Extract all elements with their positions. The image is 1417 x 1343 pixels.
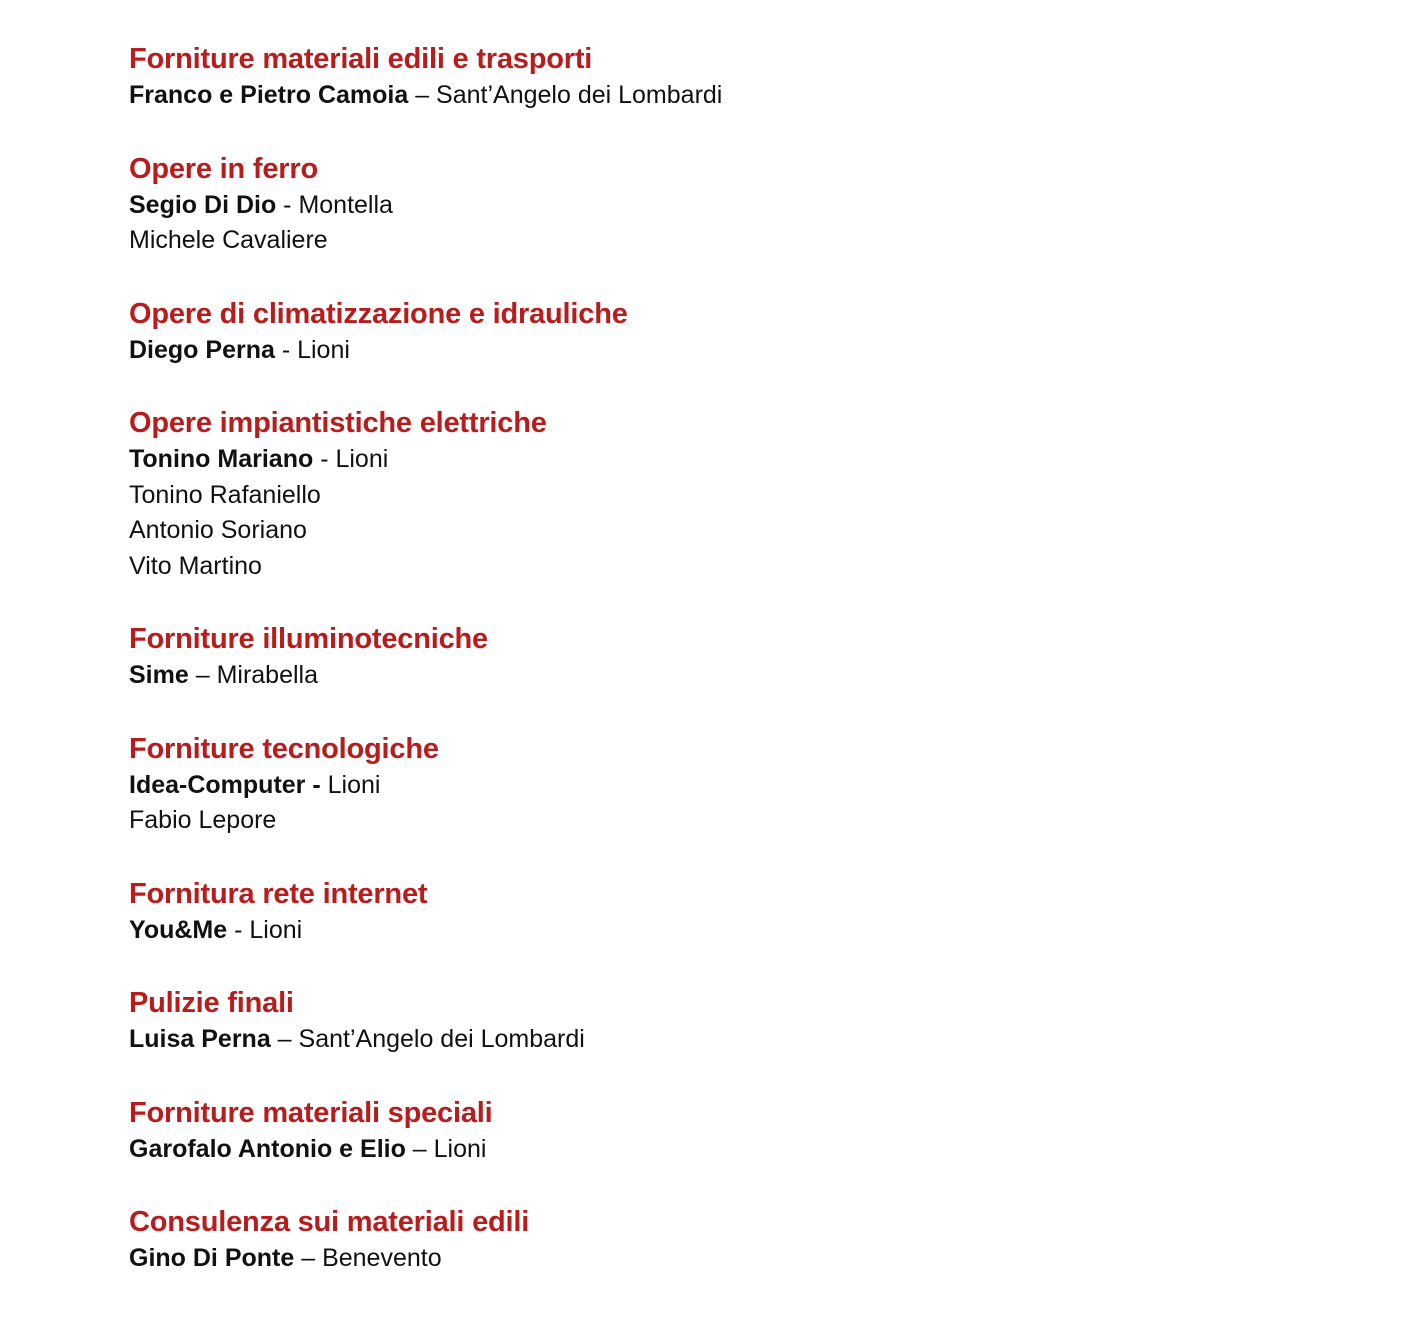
- entry-location: Lioni: [433, 1134, 487, 1163]
- entry-separator: -: [276, 190, 299, 219]
- entry-separator: –: [294, 1244, 323, 1272]
- entry: [129, 658, 1279, 694]
- section-title: Forniture illuminotecniche: [129, 623, 488, 655]
- section-title: Opere di climatizzazione e idrauliche: [129, 297, 628, 330]
- entry-name: Tonino Mariano: [129, 445, 314, 473]
- entry-plain: Antonio Soriano: [129, 516, 307, 544]
- section-tecnologiche: [129, 730, 1279, 839]
- entry-name: Diego Perna: [129, 335, 275, 364]
- entry: [129, 1241, 1279, 1277]
- entry-name: Luisa Perna: [129, 1025, 271, 1053]
- entry-location: Benevento: [322, 1244, 442, 1272]
- section-illuminotecniche: [129, 620, 1279, 694]
- section-materiali-edili: [129, 40, 1279, 114]
- section-title: Opere in ferro: [129, 152, 318, 185]
- section-consulenza: [129, 1203, 1279, 1277]
- section-climatizzazione: [129, 295, 1279, 369]
- section-impianti-elettrici: [129, 404, 1279, 584]
- entry-plain: Fabio Lepore: [129, 806, 277, 834]
- entry-name: Gino Di Ponte: [129, 1244, 295, 1272]
- entry: [129, 768, 1279, 804]
- entry-separator: –: [408, 81, 437, 109]
- entry: [129, 333, 1279, 369]
- section-pulizie: [129, 984, 1279, 1058]
- section-title: Pulizie finali: [129, 987, 294, 1019]
- entry-name: Franco e Pietro Camoia: [129, 81, 409, 109]
- entry: [129, 78, 1279, 114]
- entry-separator: –: [188, 661, 217, 689]
- section-title: Consulenza sui materiali edili: [129, 1206, 530, 1238]
- entry-location: Lioni: [335, 445, 389, 473]
- section-materiali-speciali: [129, 1094, 1279, 1168]
- credits-document: [129, 40, 1279, 1313]
- entry-separator: -: [227, 915, 250, 944]
- entry-name: You&Me: [129, 915, 228, 944]
- section-title: Forniture materiali edili e trasporti: [129, 43, 593, 75]
- entry-separator: -: [274, 335, 298, 364]
- entry-location: Montella: [298, 190, 393, 219]
- entry-name: Garofalo Antonio e Elio: [129, 1134, 406, 1163]
- entry-separator: –: [270, 1025, 299, 1053]
- entry-plain: Vito Martino: [129, 551, 262, 580]
- section-title: Fornitura rete internet: [129, 877, 428, 910]
- entry-name: Segio Di Dio: [129, 190, 277, 219]
- entry-location: Sant’Angelo dei Lombardi: [298, 1025, 585, 1053]
- entry-location: Mirabella: [216, 661, 318, 689]
- entry: [129, 913, 1279, 949]
- entry-location: Lioni: [249, 915, 303, 944]
- entry-separator: -: [313, 445, 336, 473]
- entry-name: Sime: [129, 661, 189, 689]
- entry: [129, 188, 1279, 224]
- entry-location: Lioni: [327, 770, 381, 799]
- entry-plain: Tonino Rafaniello: [129, 480, 321, 509]
- section-title: Opere impiantistiche elettriche: [129, 407, 547, 439]
- entry-separator: -: [305, 770, 328, 799]
- entry-separator: –: [405, 1134, 434, 1163]
- entry-plain: Michele Cavaliere: [129, 226, 328, 254]
- entry-location: Lioni: [297, 335, 350, 364]
- entry-location: Sant’Angelo dei Lombardi: [436, 81, 723, 109]
- entry: [129, 1022, 1279, 1058]
- section-title: Forniture tecnologiche: [129, 732, 439, 765]
- entry-name: Idea-Computer: [129, 770, 306, 799]
- entry: [129, 442, 1279, 478]
- entry: [129, 1132, 1279, 1168]
- section-title: Forniture materiali speciali: [129, 1096, 493, 1129]
- section-opere-ferro: [129, 150, 1279, 259]
- section-rete-internet: [129, 875, 1279, 949]
